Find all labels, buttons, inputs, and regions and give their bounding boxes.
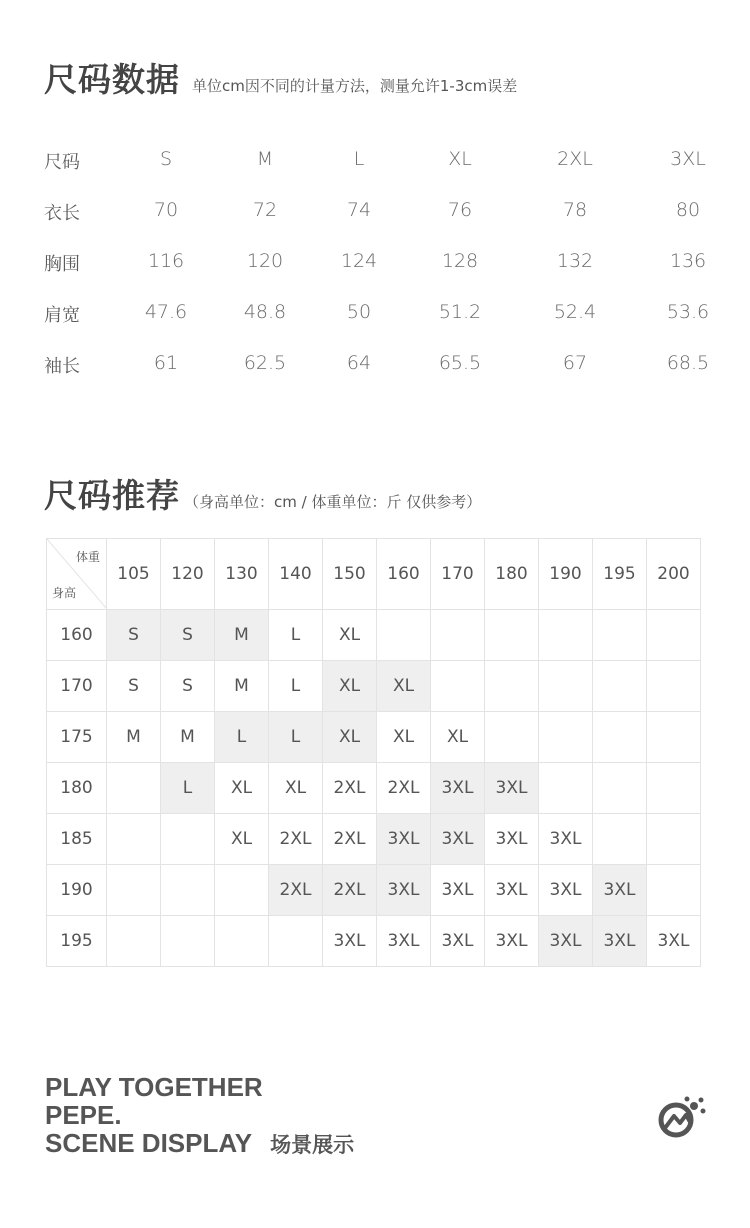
footer-line-3	[45, 1129, 354, 1159]
row-label: 尺码	[44, 152, 80, 173]
size-recommendation-cell	[107, 916, 161, 967]
size-recommendation-cell: 3XL	[485, 814, 539, 865]
recommendation-header	[44, 470, 481, 517]
size-recommendation-cell: 3XL	[431, 865, 485, 916]
corner-cell	[47, 539, 107, 610]
size-recommendation-cell: S	[161, 661, 215, 712]
height-row	[47, 610, 701, 661]
size-cell: 124	[340, 250, 378, 272]
size-recommendation-cell	[593, 610, 647, 661]
size-recommendation-cell: XL	[377, 712, 431, 763]
size-recommendation-cell	[647, 712, 701, 763]
size-recommendation-cell: XL	[431, 712, 485, 763]
size-recommendation-cell: 2XL	[269, 865, 323, 916]
size-recommendation-cell: 3XL	[593, 916, 647, 967]
row-label: 胸围	[44, 254, 80, 275]
size-data-note: 单位cm因不同的计量方法，测量允许1-3cm误差	[192, 77, 518, 95]
size-recommendation-cell: 2XL	[323, 814, 377, 865]
size-recommendation-cell	[269, 916, 323, 967]
size-recommendation-cell: L	[269, 661, 323, 712]
size-cell: 62.5	[243, 352, 287, 374]
size-recommendation-cell: M	[215, 661, 269, 712]
weight-header-cell: 130	[215, 539, 269, 610]
size-cell: 48.8	[243, 301, 287, 323]
size-recommendation-cell	[431, 610, 485, 661]
size-cell: 132	[556, 250, 594, 272]
size-recommendation-cell	[377, 610, 431, 661]
size-data-table	[0, 134, 750, 389]
size-cell: XL	[448, 148, 472, 170]
row-label: 肩宽	[44, 305, 80, 326]
height-cell: 180	[47, 763, 107, 814]
size-data-header	[44, 54, 517, 101]
weight-header-cell: 140	[269, 539, 323, 610]
size-cell: 50	[346, 301, 372, 323]
weight-header-cell: 180	[485, 539, 539, 610]
size-recommendation-cell: L	[269, 712, 323, 763]
size-recommendation-cell: XL	[323, 610, 377, 661]
size-recommendation-cell	[647, 865, 701, 916]
weight-header-cell: 200	[647, 539, 701, 610]
size-cell: 53.6	[666, 301, 710, 323]
size-recommendation-cell: 3XL	[539, 916, 593, 967]
height-cell: 175	[47, 712, 107, 763]
size-recommendation-cell: S	[161, 610, 215, 661]
size-data-title: 尺码数据	[44, 60, 180, 99]
size-recommendation-cell: 2XL	[323, 763, 377, 814]
size-recommendation-cell: 3XL	[647, 916, 701, 967]
size-recommendation-cell: 3XL	[377, 814, 431, 865]
size-recommendation-cell	[539, 763, 593, 814]
size-recommendation-cell: 3XL	[539, 865, 593, 916]
size-recommendation-cell	[647, 610, 701, 661]
size-recommendation-cell	[539, 610, 593, 661]
size-recommendation-cell: XL	[215, 814, 269, 865]
size-cell: 3XL	[670, 148, 706, 170]
size-recommendation-cell: M	[215, 610, 269, 661]
size-recommendation-cell: XL	[323, 661, 377, 712]
size-recommendation-cell: 2XL	[269, 814, 323, 865]
size-recommendation-cell	[161, 814, 215, 865]
size-recommendation-cell	[485, 712, 539, 763]
size-cell: 78	[562, 199, 588, 221]
height-row	[47, 763, 701, 814]
size-recommendation-cell: 3XL	[431, 916, 485, 967]
weight-header-cell: 170	[431, 539, 485, 610]
footer-slogan	[45, 1073, 354, 1159]
size-recommendation-cell: 3XL	[485, 865, 539, 916]
size-cell: 70	[153, 199, 179, 221]
weight-header-cell: 120	[161, 539, 215, 610]
size-recommendation-cell	[485, 610, 539, 661]
size-recommendation-cell: S	[107, 610, 161, 661]
size-cell: 64	[346, 352, 372, 374]
height-row	[47, 865, 701, 916]
size-cell: 128	[441, 250, 479, 272]
size-recommendation-cell: M	[161, 712, 215, 763]
height-cell: 185	[47, 814, 107, 865]
size-cell: 136	[669, 250, 707, 272]
size-cell: M	[256, 148, 274, 170]
height-cell: 160	[47, 610, 107, 661]
size-recommendation-cell: L	[215, 712, 269, 763]
height-cell: 170	[47, 661, 107, 712]
size-recommendation-cell	[431, 661, 485, 712]
size-cell: 72	[252, 199, 278, 221]
footer-line-2: PEPE.	[45, 1100, 122, 1130]
recommendation-title: 尺码推荐	[44, 476, 180, 515]
size-recommendation-cell: XL	[323, 712, 377, 763]
corner-weight-label: 体重	[75, 550, 100, 564]
scene-display-label: 场景展示	[270, 1133, 355, 1157]
weight-header-cell: 105	[107, 539, 161, 610]
size-recommendation-cell	[485, 661, 539, 712]
size-recommendation-cell	[539, 712, 593, 763]
size-recommendation-cell: M	[107, 712, 161, 763]
size-recommendation-cell	[161, 865, 215, 916]
size-recommendation-cell: 3XL	[323, 916, 377, 967]
weight-header-cell: 150	[323, 539, 377, 610]
height-row	[47, 916, 701, 967]
size-recommendation-cell	[593, 712, 647, 763]
size-recommendation-cell: 2XL	[323, 865, 377, 916]
size-recommendation-cell	[215, 916, 269, 967]
size-recommendation-cell	[593, 814, 647, 865]
size-cell: 120	[246, 250, 284, 272]
row-label: 袖长	[44, 356, 80, 377]
height-row	[47, 661, 701, 712]
size-cell: 80	[675, 199, 701, 221]
size-recommendation-cell	[107, 763, 161, 814]
size-cell: 74	[346, 199, 372, 221]
row-label: 衣长	[44, 203, 80, 224]
height-row	[47, 814, 701, 865]
size-recommendation-cell: 3XL	[485, 763, 539, 814]
size-recommendation-cell	[647, 814, 701, 865]
size-recommendation-cell: 3XL	[431, 763, 485, 814]
height-cell: 195	[47, 916, 107, 967]
size-recommendation-cell: 3XL	[539, 814, 593, 865]
size-recommendation-cell: XL	[377, 661, 431, 712]
size-recommendation-cell: 3XL	[485, 916, 539, 967]
footer-line-1: PLAY TOGETHER	[45, 1072, 263, 1102]
corner-height-label: 身高	[52, 586, 77, 600]
size-recommendation-cell: 2XL	[377, 763, 431, 814]
size-cell: L	[353, 148, 365, 170]
size-recommendation-cell	[161, 916, 215, 967]
size-cell: 47.6	[144, 301, 188, 323]
footer-line-3-text: SCENE DISPLAY	[45, 1128, 253, 1158]
size-recommendation-cell	[593, 661, 647, 712]
size-row	[0, 338, 750, 389]
size-row	[0, 185, 750, 236]
size-recommendation-cell	[539, 661, 593, 712]
recommendation-note: （身高单位：cm / 体重单位：斤 仅供参考）	[184, 493, 482, 511]
size-cell: 67	[562, 352, 588, 374]
weight-header-row	[47, 539, 701, 610]
size-cell: 61	[153, 352, 179, 374]
height-row	[47, 712, 701, 763]
size-cell: 52.4	[553, 301, 597, 323]
size-recommendation-cell: XL	[269, 763, 323, 814]
size-recommendation-cell: L	[161, 763, 215, 814]
size-row	[0, 287, 750, 338]
size-row	[0, 236, 750, 287]
size-recommendation-cell: 3XL	[593, 865, 647, 916]
size-cell: 65.5	[438, 352, 482, 374]
size-recommendation-cell	[647, 661, 701, 712]
size-cell: 2XL	[557, 148, 593, 170]
size-recommendation-cell: S	[107, 661, 161, 712]
size-recommendation-table	[46, 538, 701, 967]
size-recommendation-cell	[215, 865, 269, 916]
size-recommendation-cell	[107, 814, 161, 865]
size-cell: 51.2	[438, 301, 482, 323]
size-recommendation-cell	[107, 865, 161, 916]
weight-header-cell: 160	[377, 539, 431, 610]
height-cell: 190	[47, 865, 107, 916]
weight-header-cell: 190	[539, 539, 593, 610]
size-cell: 76	[447, 199, 473, 221]
size-recommendation-cell	[647, 763, 701, 814]
size-recommendation-cell: 3XL	[431, 814, 485, 865]
size-recommendation-cell: 3XL	[377, 916, 431, 967]
size-cell: 68.5	[666, 352, 710, 374]
size-row	[0, 134, 750, 185]
size-cell: 116	[147, 250, 185, 272]
size-recommendation-cell: 3XL	[377, 865, 431, 916]
size-recommendation-cell: XL	[215, 763, 269, 814]
size-cell: S	[159, 148, 173, 170]
size-recommendation-cell	[593, 763, 647, 814]
weight-header-cell: 195	[593, 539, 647, 610]
mountain-sun-logo-icon	[656, 1096, 708, 1144]
size-recommendation-cell: L	[269, 610, 323, 661]
